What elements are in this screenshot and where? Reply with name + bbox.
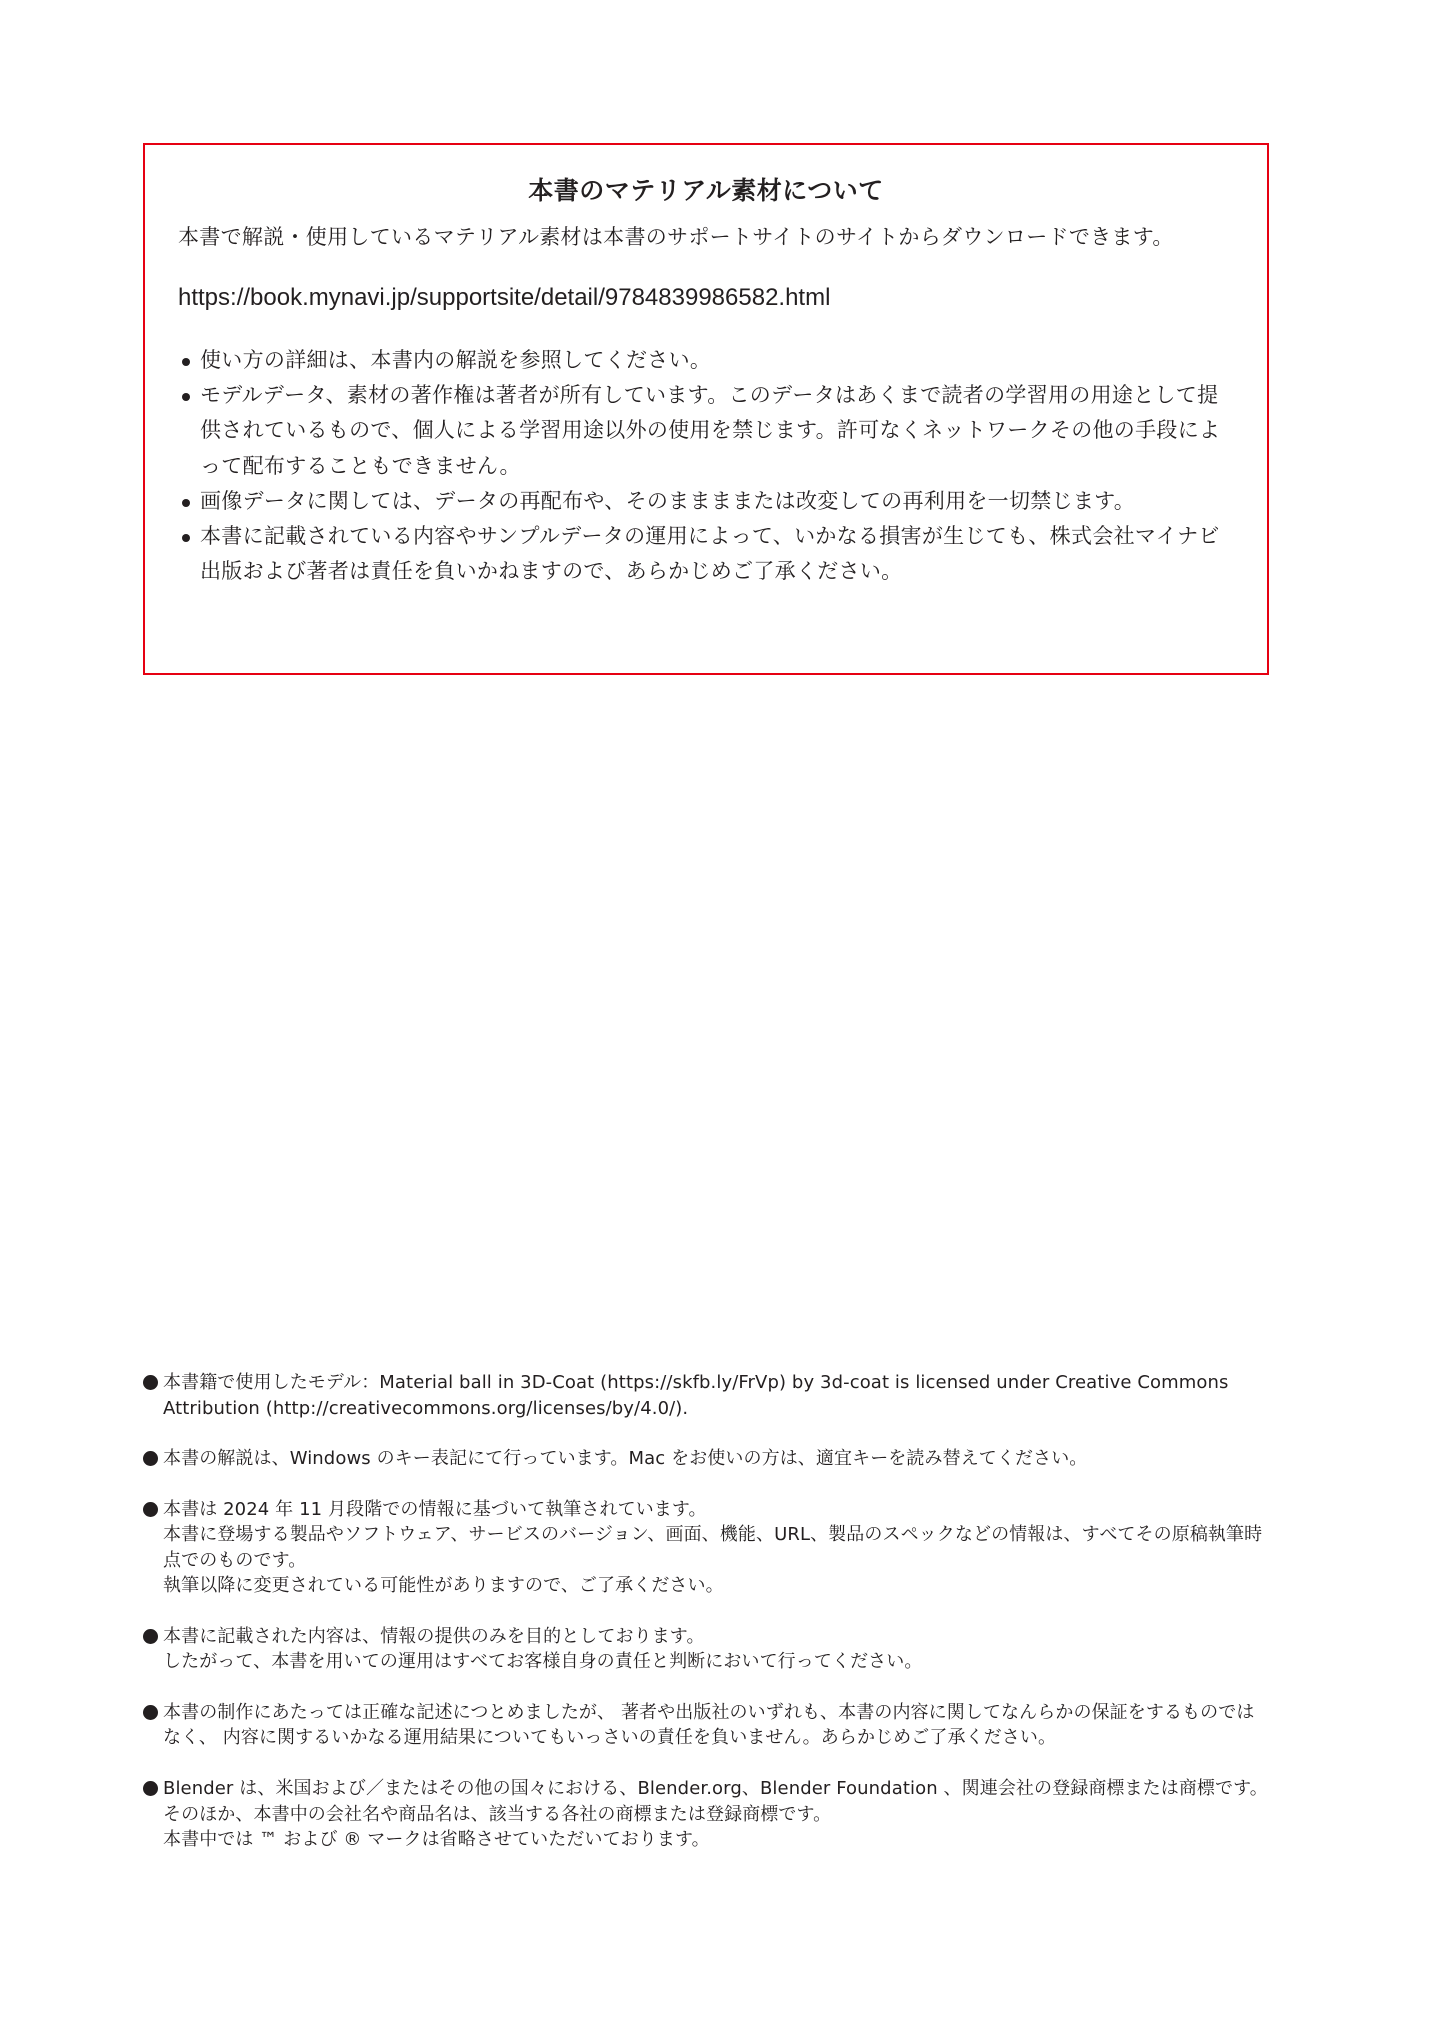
footnote-key-notation bbox=[143, 1446, 1269, 1472]
bullet-icon bbox=[182, 393, 190, 401]
footnote-purpose bbox=[143, 1624, 1269, 1675]
footnote-line: 本書の制作にあたっては正確な記述につとめましたが、 著者や出版社のいずれも、本書の内容に関してなんらかの保証をするものではなく、 内容に関するいかなる運用結果についてもいっさいの責任を負いません。あらかじめご了承ください。 bbox=[163, 1701, 1255, 1749]
footnote-line: 本書に登場する製品やソフトウェア、サービスのバージョン、画面、機能、URL、製品のスペックなどの情報は、すべてその原稿執筆時点でのものです。 bbox=[163, 1524, 1263, 1571]
notice-item bbox=[178, 343, 1234, 378]
footnote-line: 執筆以降に変更されている可能性がありますので、ご了承ください。 bbox=[163, 1575, 724, 1597]
notice-item bbox=[178, 519, 1234, 590]
support-site-url[interactable]: https://book.mynavi.jp/supportsite/detail/9784839986582.html bbox=[178, 283, 831, 311]
footnote-line: Blender は、米国および／またはその他の国々における、Blender.org、Blender Foundation 、関連会社の登録商標または商標です。 bbox=[163, 1778, 1268, 1800]
notice-item-text: 使い方の詳細は、本書内の解説を参照してください。 bbox=[200, 347, 712, 372]
notice-item-text: 画像データに関しては、データの再配布や、そのままままたは改変しての再利用を一切禁じます。 bbox=[200, 488, 1136, 513]
bullet-icon bbox=[143, 1705, 158, 1720]
bullet-icon bbox=[182, 499, 190, 507]
material-notice-box bbox=[143, 143, 1269, 675]
footnote-model-credit bbox=[143, 1370, 1269, 1421]
notice-item bbox=[178, 378, 1234, 484]
footnote-line: 本書籍で使用したモデル：Material ball in 3D-Coat (https://skfb.ly/FrVp) by 3d-coat is licensed under Creative Commons Attribution (http://creativecommons.org/licenses/by/4.0/). bbox=[163, 1372, 1229, 1419]
notice-item-text: 本書に記載されている内容やサンプルデータの運用によって、いかなる損害が生じても、株式会社マイナビ出版および著者は責任を負いかねますので、あらかじめご了承ください。 bbox=[200, 524, 1220, 584]
footnote-line: 本書の解説は、Windows のキー表記にて行っています。Mac をお使いの方は、適宜キーを読み替えてください。 bbox=[163, 1448, 1088, 1470]
bullet-icon bbox=[143, 1375, 158, 1390]
notice-item bbox=[178, 484, 1234, 519]
legal-footnotes bbox=[143, 1370, 1269, 1878]
notice-title: 本書のマテリアル素材について bbox=[528, 176, 884, 205]
bullet-icon bbox=[143, 1629, 158, 1644]
bullet-icon bbox=[182, 534, 190, 542]
footnote-disclaimer bbox=[143, 1700, 1269, 1751]
footnote-line: 本書に記載された内容は、情報の提供のみを目的としております。 bbox=[163, 1625, 705, 1647]
footnote-line: したがって、本書を用いての運用はすべてお客様自身の責任と判断において行ってください。 bbox=[163, 1651, 923, 1673]
notice-intro: 本書で解説・使用しているマテリアル素材は本書のサポートサイトのサイトからダウンロードできます。 bbox=[178, 224, 1174, 249]
notice-item-text: モデルデータ、素材の著作権は著者が所有しています。このデータはあくまで読者の学習用の用途として提供されているもので、個人による学習用途以外の使用を禁じます。許可なくネットワークその他の手段によって配布することもできません。 bbox=[200, 382, 1221, 478]
bullet-icon bbox=[182, 358, 190, 366]
footnote-trademarks bbox=[143, 1776, 1269, 1853]
footnote-line: 本書中では ™ および ® マークは省略させていただいております。 bbox=[163, 1829, 710, 1851]
footnote-line: そのほか、本書中の会社名や商品名は、該当する各社の商標または登録商標です。 bbox=[163, 1803, 832, 1825]
notice-list bbox=[178, 343, 1234, 590]
bullet-icon bbox=[143, 1781, 158, 1796]
footnote-information-date bbox=[143, 1497, 1269, 1599]
bullet-icon bbox=[143, 1451, 158, 1466]
bullet-icon bbox=[143, 1502, 158, 1517]
footnote-line: 本書は 2024 年 11 月段階での情報に基づいて執筆されています。 bbox=[163, 1498, 707, 1520]
